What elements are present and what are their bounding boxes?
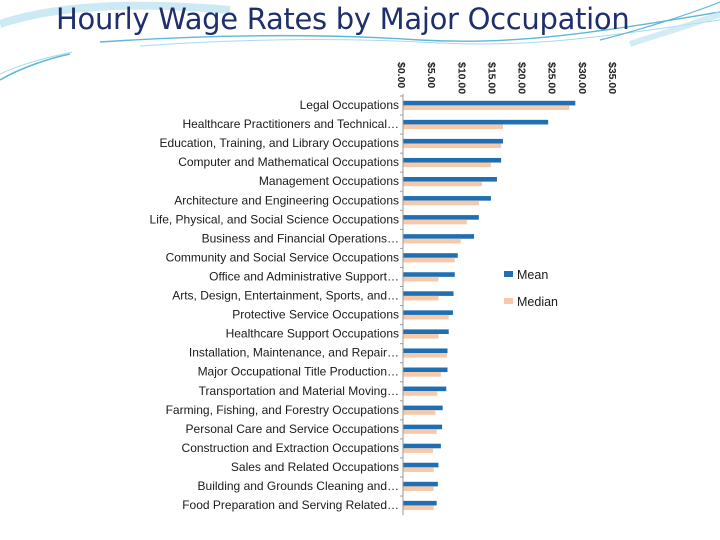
bar-median — [404, 391, 438, 396]
category-label: Installation, Maintenance, and Repair… — [188, 345, 399, 360]
bar-mean — [404, 310, 453, 315]
x-tick-label: $15.00 — [485, 62, 498, 95]
x-tick-label: $0.00 — [395, 62, 407, 89]
bar-mean — [404, 463, 439, 468]
bar-median — [404, 105, 570, 110]
x-tick-label: $35.00 — [606, 62, 618, 95]
bar-median — [404, 124, 503, 129]
bar-mean — [404, 196, 491, 201]
bar-mean — [404, 215, 479, 220]
bar-mean — [404, 501, 437, 506]
category-label: Food Preparation and Serving Related… — [182, 498, 399, 513]
bar-median — [404, 429, 437, 434]
bar-median — [404, 239, 461, 244]
bar-mean — [404, 139, 503, 144]
legend-label-mean: Mean — [517, 268, 549, 282]
bar-mean — [404, 291, 454, 296]
bar-median — [404, 163, 491, 168]
category-label: Construction and Extraction Occupations — [181, 440, 399, 455]
legend-label-median: Median — [517, 295, 558, 309]
bar-median — [404, 296, 439, 301]
bar-mean — [404, 406, 443, 411]
bar-mean — [404, 253, 458, 258]
category-label: Education, Training, and Library Occupations — [159, 136, 399, 151]
category-label: Architecture and Engineering Occupations — [174, 193, 399, 208]
bar-median — [404, 277, 439, 282]
x-tick-label: $25.00 — [545, 62, 558, 95]
x-tick-label: $5.00 — [425, 62, 438, 89]
bar-median — [404, 182, 482, 187]
category-labels — [150, 98, 399, 512]
bar-median — [404, 353, 447, 358]
x-tick-label: $10.00 — [455, 62, 468, 95]
category-label: Healthcare Practitioners and Technical… — [182, 117, 399, 132]
bar-median — [404, 315, 449, 320]
bar-mean — [404, 387, 447, 392]
bar-median — [404, 372, 441, 377]
category-label: Business and Financial Operations… — [201, 231, 399, 246]
bar-mean — [404, 368, 448, 373]
bar-mean — [404, 348, 448, 353]
category-label: Sales and Related Occupations — [230, 459, 399, 474]
category-label: Management Occupations — [258, 174, 399, 189]
category-label: Arts, Design, Entertainment, Sports, and… — [172, 288, 399, 303]
category-label: Major Occupational Title Production… — [197, 364, 399, 379]
bar-median — [404, 144, 502, 149]
category-label: Transportation and Material Moving… — [198, 383, 399, 398]
bar-mean — [404, 482, 438, 487]
bar-median — [404, 334, 439, 339]
bar-median — [404, 467, 434, 472]
bar-median — [404, 448, 434, 453]
bar-mean — [404, 177, 497, 182]
bar-mean — [404, 272, 455, 277]
bar-mean — [404, 120, 549, 125]
bar-mean — [404, 158, 502, 163]
category-label: Computer and Mathematical Occupations — [178, 155, 399, 170]
bar-mean — [404, 234, 475, 239]
category-label: Personal Care and Service Occupations — [185, 421, 399, 436]
bar-median — [404, 201, 479, 206]
category-label: Healthcare Support Occupations — [225, 326, 399, 341]
bar-median — [404, 486, 434, 491]
x-tick-label: $20.00 — [515, 62, 528, 95]
bar-mean — [404, 101, 576, 106]
bar-mean — [404, 444, 441, 449]
category-label: Protective Service Occupations — [232, 307, 399, 322]
legend — [504, 268, 558, 309]
bar-mean — [404, 425, 443, 430]
legend-swatch-mean — [504, 271, 513, 277]
bar-mean — [404, 329, 449, 334]
bar-median — [404, 220, 467, 225]
slide-title: Hourly Wage Rates by Major Occupation — [56, 2, 630, 36]
category-label: Farming, Fishing, and Forestry Occupations — [165, 402, 399, 417]
category-label: Life, Physical, and Social Science Occupations — [149, 212, 399, 227]
legend-swatch-median — [504, 298, 513, 304]
bar-median — [404, 410, 436, 415]
bar-median — [404, 258, 455, 263]
x-tick-label: $30.00 — [575, 62, 588, 95]
category-label: Building and Grounds Cleaning and… — [197, 479, 399, 493]
category-label: Legal Occupations — [299, 98, 399, 112]
category-label: Office and Administrative Support… — [209, 269, 399, 284]
bar-median — [404, 505, 434, 510]
category-label: Community and Social Service Occupations — [165, 250, 399, 265]
